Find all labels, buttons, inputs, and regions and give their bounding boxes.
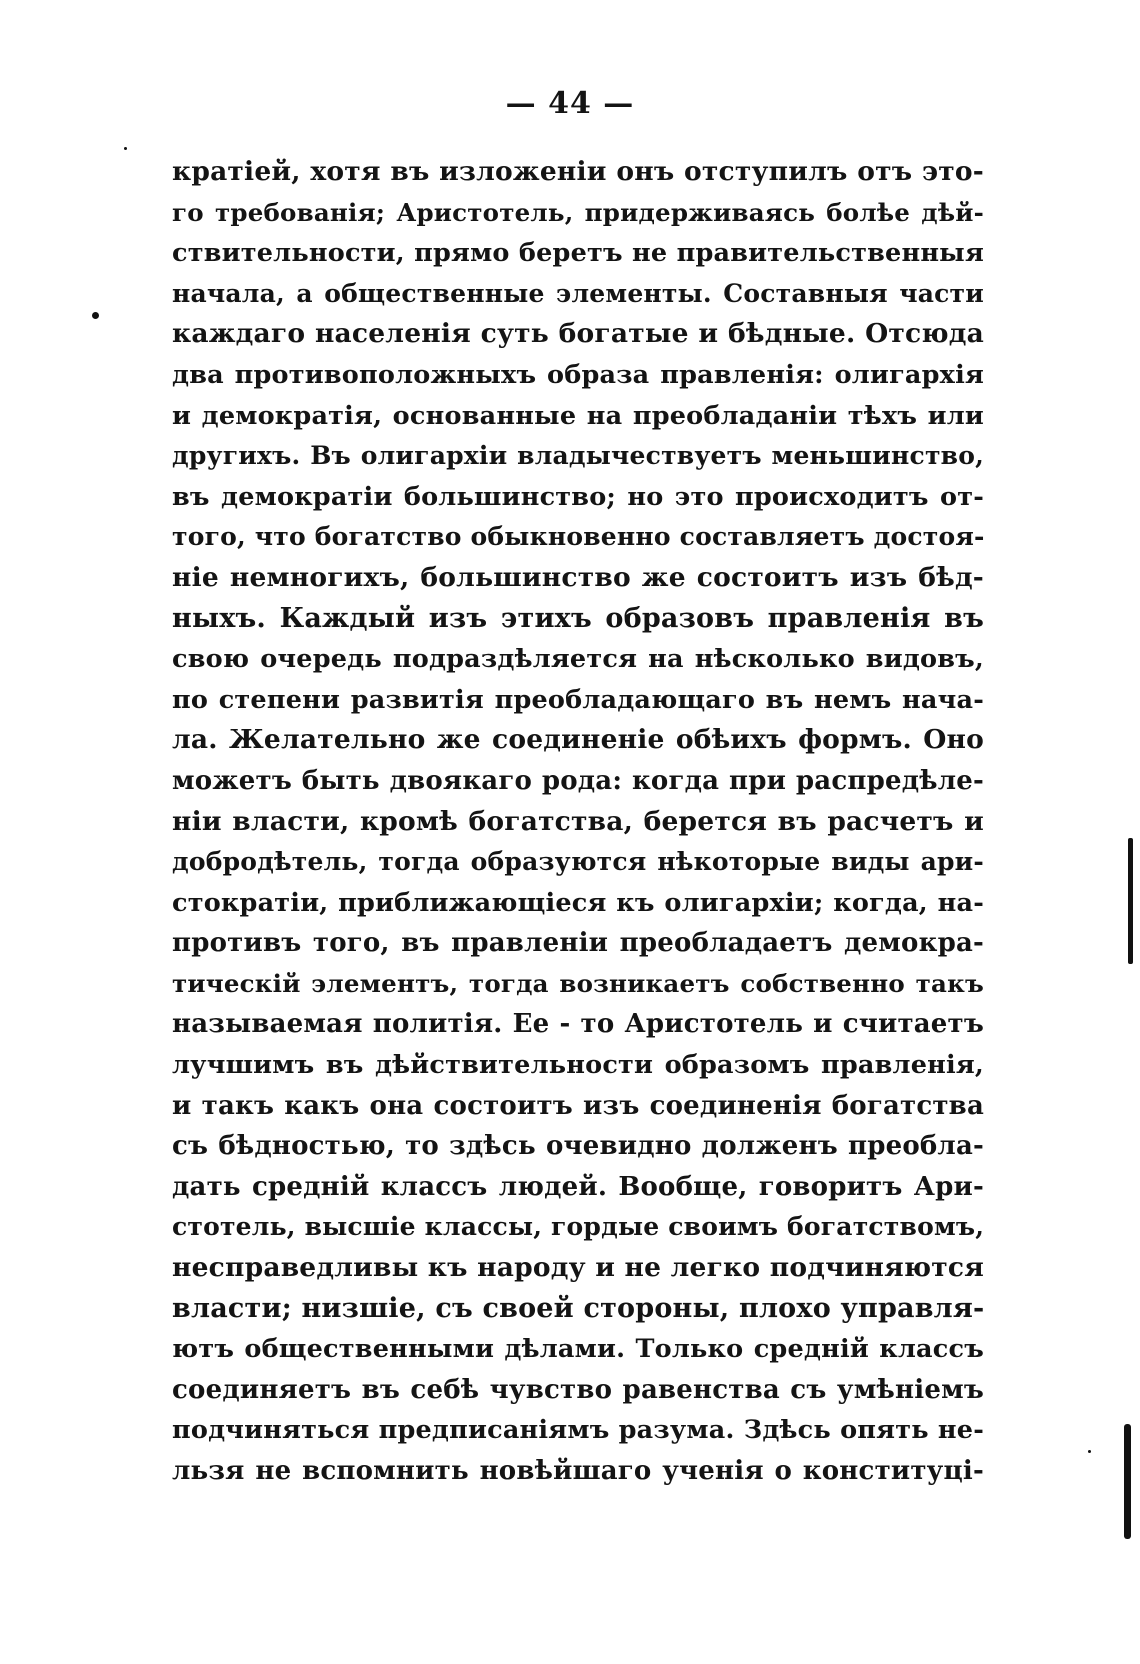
text-line: другихъ. Въ олигархіи владычествуетъ меньшинство, [172, 441, 984, 471]
text-line: соединяетъ въ себѣ чувство равенства съ умѣніемъ [172, 1374, 984, 1405]
text-line: съ бѣдностью, то здѣсь очевидно долженъ преобла- [172, 1131, 984, 1162]
text-line: тическій элементъ, тогда возникаетъ собственно такъ [172, 968, 984, 998]
ink-speck [124, 147, 127, 150]
text-line: ствительности, прямо беретъ не правительственныя [172, 238, 984, 269]
text-line: свою очередь подраздѣляется на нѣсколько видовъ, [172, 644, 984, 675]
text-line: льзя не вспомнить новѣйшаго ученія о конституці- [172, 1456, 984, 1486]
text-line: дать среднiй классъ людей. Вообще, говоритъ Ари- [172, 1171, 984, 1202]
text-line: ніи власти, кромѣ богатства, берется въ расчетъ и [172, 805, 984, 837]
text-line: власти; низшіе, съ своей стороны, плохо управля- [172, 1292, 985, 1324]
text-line: и такъ какъ она состоитъ изъ соединенія богатства [172, 1090, 984, 1121]
text-line: можетъ быть двоякаго рода: когда при распредѣле- [172, 765, 984, 796]
text-line: называемая политія. Ее - то Аристотель и считаетъ [172, 1009, 984, 1040]
text-line: лучшимъ въ дѣйствительности образомъ правленія, [172, 1050, 984, 1081]
text-line: противъ того, въ правленіи преобладаетъ демокра- [172, 928, 984, 959]
text-line: добродѣтель, тогда образуются нѣкоторые виды ари- [172, 847, 984, 877]
text-line: ютъ общественными дѣлами. Только среднiй классъ [172, 1334, 984, 1365]
page-number: — 44 — [505, 86, 635, 121]
text-line: ныхъ. Каждый изъ этихъ образовъ правленія въ [172, 602, 984, 634]
text-line: ніе немногихъ, большинство же состоитъ изъ бѣд- [172, 561, 984, 593]
text-line: подчиняться предписаніямъ разума. Здѣсь опять не- [172, 1415, 984, 1446]
body-text [172, 152, 984, 1492]
text-line: стотель, высшіе классы, гордые своимъ богатствомъ, [172, 1212, 985, 1242]
text-line: по степени развитія преобладающаго въ немъ нача- [172, 684, 984, 715]
text-line: кратіей, хотя въ изложеніи онъ отступилъ отъ это- [172, 156, 984, 187]
text-line: каждаго населенія суть богатые и бѣдные. Отсюда [172, 318, 984, 350]
text-line: несправедливы къ народу и не легко подчиняются [172, 1252, 984, 1284]
text-line: ла. Желательно же соединеніе обѣихъ формъ. Оно [172, 724, 984, 756]
ink-speck [92, 312, 99, 319]
text-line: того, что богатство обыкновенно составляетъ достоя- [172, 522, 985, 552]
scan-margin-mark [1128, 838, 1133, 964]
text-line: и демократія, основанные на преобладаніи тѣхъ или [172, 400, 984, 431]
scan-margin-mark [1124, 1424, 1131, 1539]
text-line: стократіи, приближающіеся къ олигархіи; когда, на- [172, 887, 984, 918]
text-line: го требованія; Аристотель, придерживаясь болѣе дѣй- [172, 197, 984, 227]
text-line: начала, а общественные элементы. Составныя части [172, 278, 984, 308]
ink-speck [1088, 1450, 1091, 1453]
text-line: два противоположныхъ образа правленія: олигархія [172, 359, 984, 390]
text-line: въ демократіи большинство; но это происходитъ от- [172, 481, 984, 512]
